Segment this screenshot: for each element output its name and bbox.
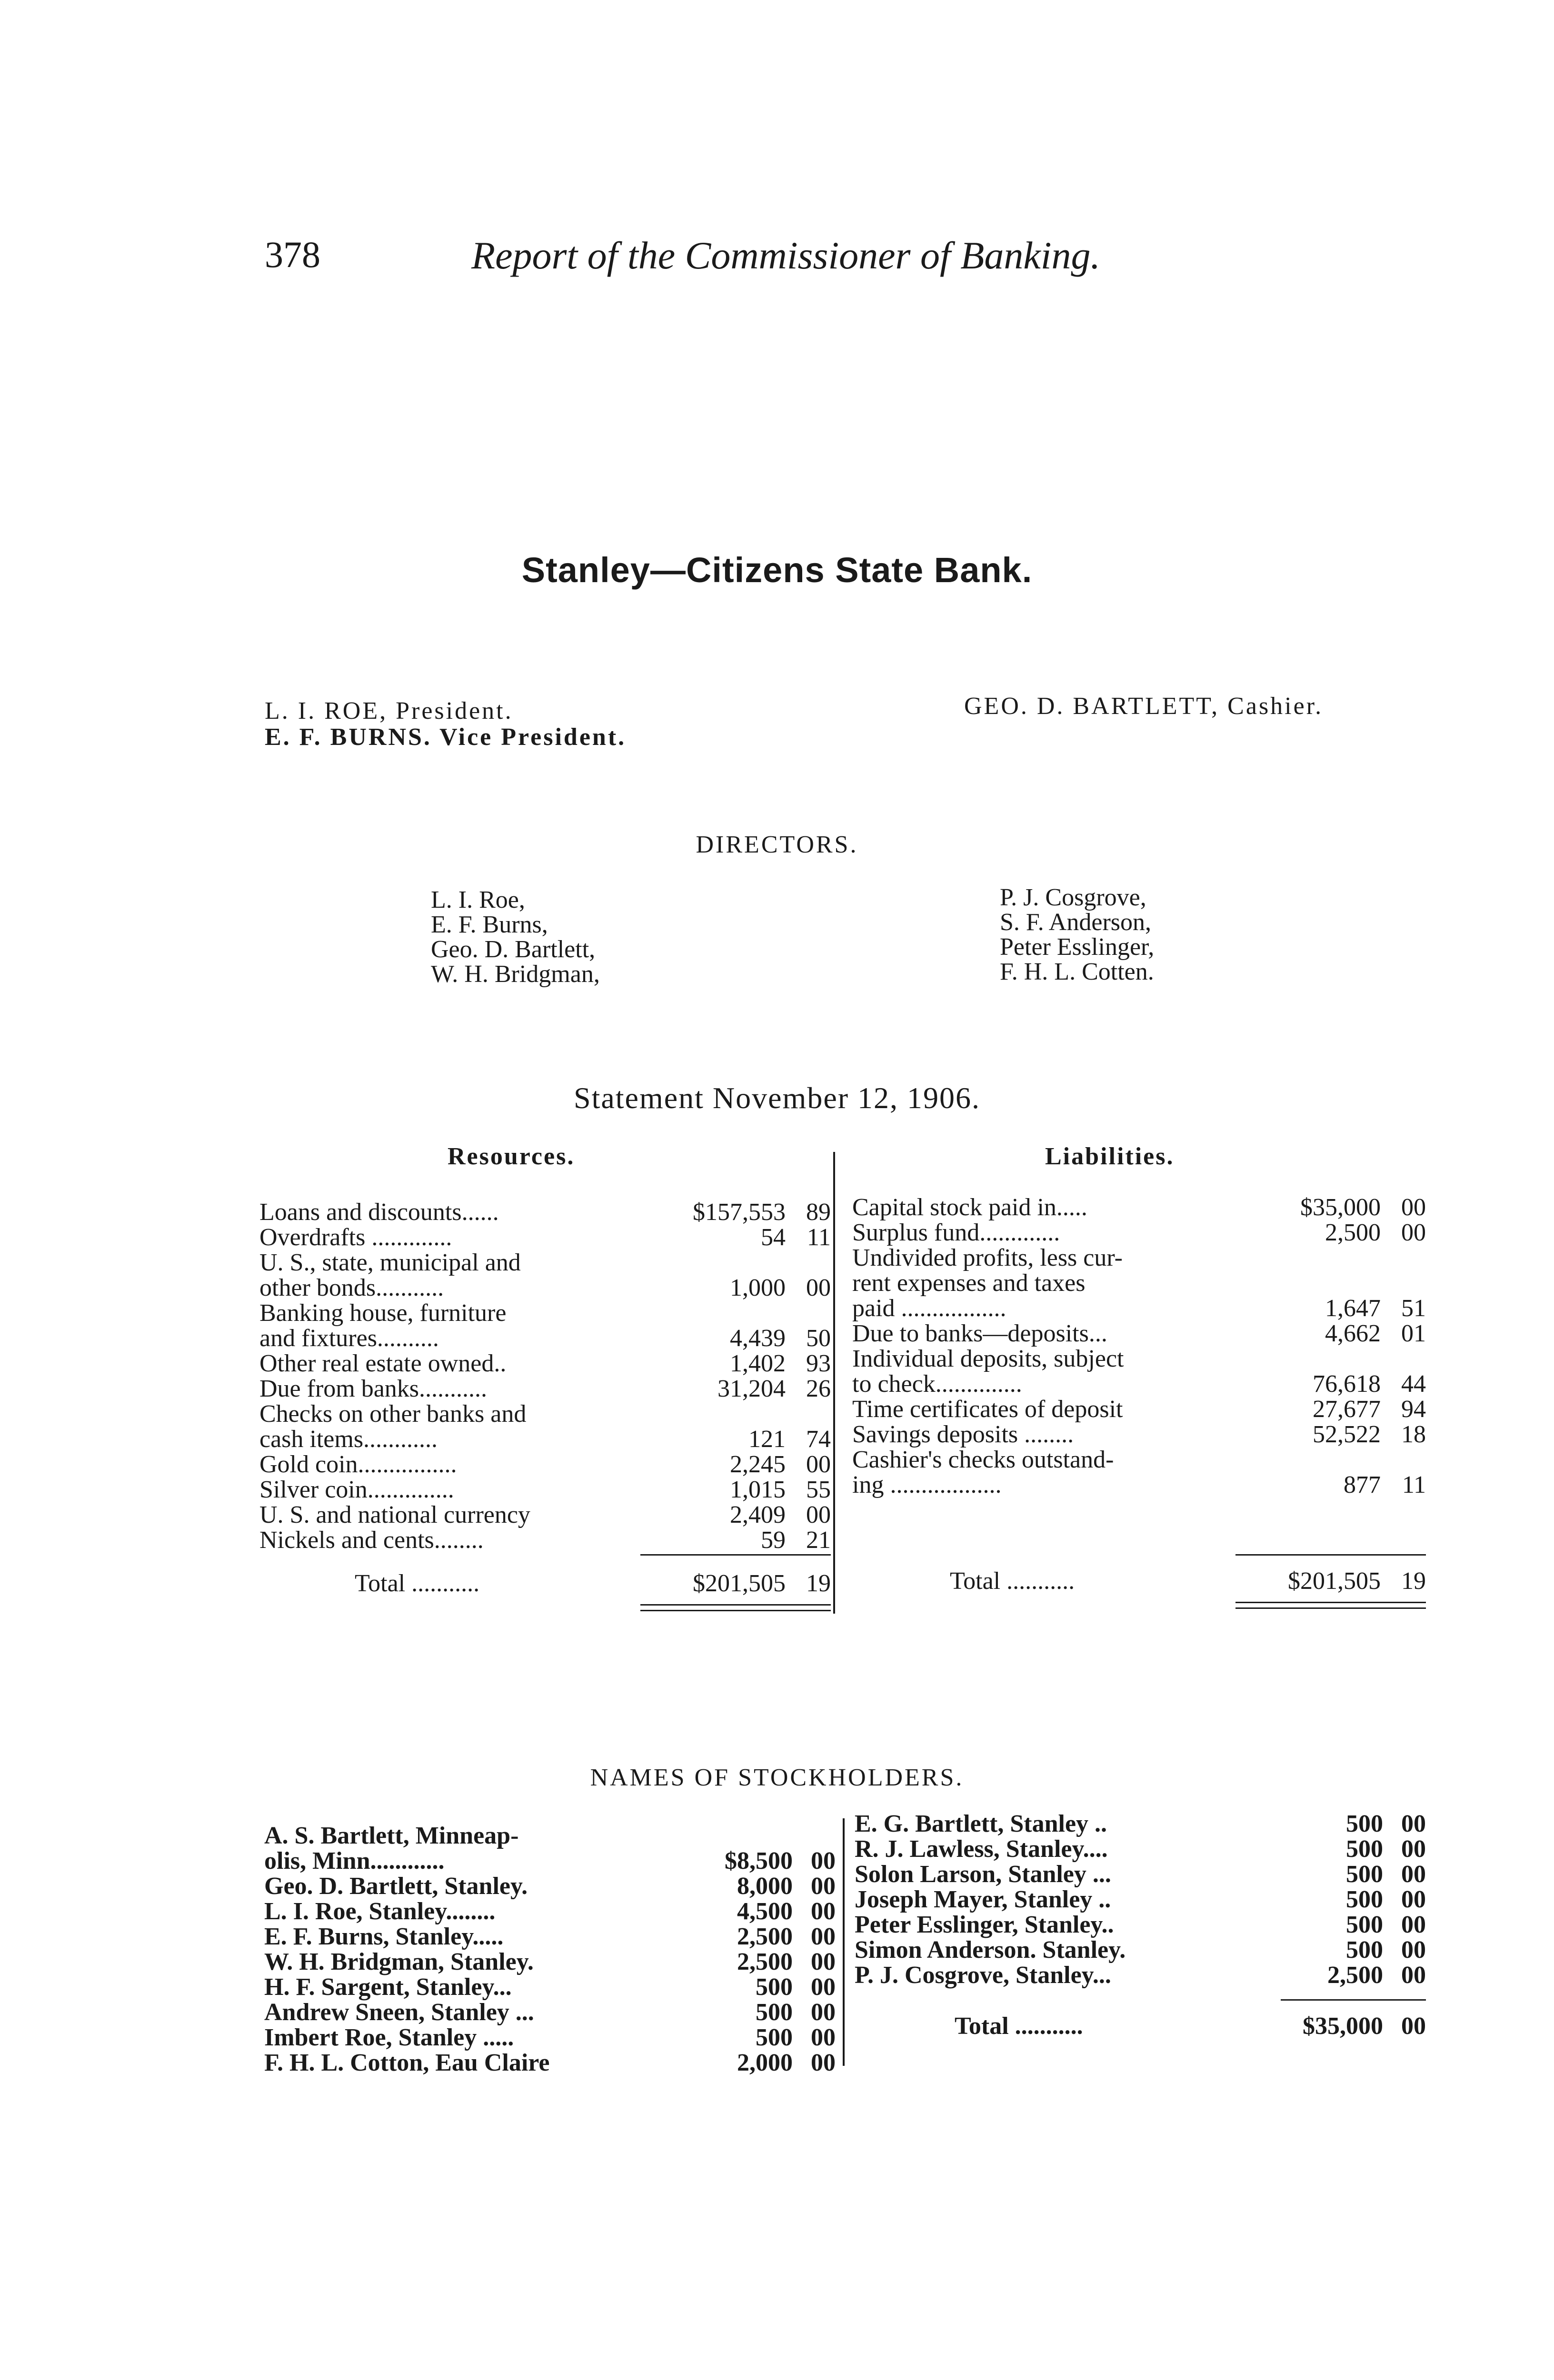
row-cents: 44	[1401, 1370, 1426, 1398]
row-amount: 500	[1346, 1911, 1383, 1938]
stockholders-divider	[843, 1818, 845, 2066]
row-cents: 00	[806, 1501, 831, 1528]
row-amount: 1,402	[730, 1350, 786, 1377]
row-cents: 00	[811, 1948, 836, 1975]
running-title: Report of the Commissioner of Banking.	[471, 234, 1101, 277]
row-amount: 1,000	[730, 1274, 786, 1301]
stockholder-row	[264, 1924, 836, 1949]
resources-heading: Resources.	[448, 1143, 575, 1170]
row-label: Solon Larson, Stanley ...	[855, 1861, 1111, 1888]
subtotal-rule	[640, 1554, 831, 1556]
row-amount: 4,439	[730, 1325, 786, 1352]
row-amount: 2,500	[737, 1923, 793, 1950]
director-name: Geo. D. Bartlett,	[431, 936, 596, 963]
total-double-rule	[1235, 1602, 1426, 1603]
row-cents: 00	[811, 1898, 836, 1925]
row-cents: 18	[1401, 1421, 1426, 1448]
stockholder-row	[855, 1836, 1426, 1862]
total-cents: 00	[1401, 2013, 1426, 2040]
stockholder-row	[855, 1887, 1426, 1912]
total-label: Total ...........	[355, 1570, 480, 1597]
directors-left-list	[431, 888, 600, 987]
row-label: Time certificates of deposit	[852, 1396, 1123, 1423]
director-name: S. F. Anderson,	[1000, 909, 1151, 936]
liabilities-heading: Liabilities.	[1045, 1143, 1175, 1170]
row-amount: 1,647	[1325, 1295, 1381, 1322]
row-label: Banking house, furniture	[259, 1299, 507, 1327]
row-label: Due to banks—deposits...	[852, 1320, 1107, 1347]
stockholder-row	[855, 1937, 1426, 1963]
row-cents: 11	[807, 1224, 831, 1251]
row-amount: 2,500	[1325, 1219, 1381, 1246]
directors-heading: DIRECTORS.	[696, 831, 858, 858]
row-cents: 00	[811, 1923, 836, 1950]
liability-row	[852, 1270, 1426, 1296]
row-label: Joseph Mayer, Stanley ..	[855, 1886, 1111, 1913]
resource-row	[259, 1376, 831, 1401]
row-label: W. H. Bridgman, Stanley.	[264, 1948, 534, 1975]
row-cents: 94	[1401, 1396, 1426, 1423]
row-label: R. J. Lawless, Stanley....	[855, 1835, 1108, 1863]
resource-row	[259, 1300, 831, 1326]
row-cents: 51	[1401, 1295, 1426, 1322]
total-cents: 19	[806, 1570, 831, 1597]
row-cents: 00	[806, 1274, 831, 1301]
director-name: E. F. Burns,	[431, 911, 548, 938]
row-label: F. H. L. Cotton, Eau Claire	[264, 2049, 550, 2076]
stockholder-row	[264, 2050, 836, 2075]
liability-row	[852, 1296, 1426, 1321]
liability-row	[852, 1422, 1426, 1447]
row-label: U. S., state, municipal and	[259, 1249, 521, 1276]
total-amount: $201,505	[1288, 1567, 1381, 1595]
row-amount: 8,000	[737, 1873, 793, 1900]
total-label: Total ...........	[950, 1567, 1075, 1595]
total-double-rule	[640, 1610, 831, 1611]
row-amount: 4,500	[737, 1898, 793, 1925]
liability-row	[852, 1447, 1426, 1472]
stockholder-row	[264, 1874, 836, 1899]
row-cents: 00	[811, 1873, 836, 1900]
row-label: Overdrafts .............	[259, 1224, 452, 1251]
resource-row	[259, 1275, 831, 1300]
row-amount: 500	[1346, 1936, 1383, 1964]
stockholder-row	[855, 1963, 1426, 1988]
row-label: Individual deposits, subject	[852, 1345, 1124, 1372]
row-amount: 31,204	[717, 1375, 786, 1402]
subtotal-rule	[1235, 1554, 1426, 1556]
officer-cashier: GEO. D. BARTLETT, Cashier.	[964, 693, 1324, 720]
row-label: other bonds...........	[259, 1274, 444, 1301]
liability-row	[852, 1472, 1426, 1497]
row-cents: 00	[1401, 1194, 1426, 1221]
row-amount: 54	[761, 1224, 786, 1251]
row-cents: 00	[1401, 1861, 1426, 1888]
total-cents: 19	[1401, 1567, 1426, 1595]
row-label: Other real estate owned..	[259, 1350, 507, 1377]
director-name: W. H. Bridgman,	[431, 961, 600, 988]
row-label: Due from banks...........	[259, 1375, 488, 1402]
resource-row	[259, 1502, 831, 1527]
row-amount: 500	[756, 1973, 793, 2001]
row-amount: 500	[1346, 1810, 1383, 1837]
director-name: P. J. Cosgrove,	[1000, 884, 1146, 911]
row-label: Peter Esslinger, Stanley..	[855, 1911, 1114, 1938]
row-label: Andrew Sneen, Stanley ...	[264, 1999, 534, 2026]
row-label: ing ..................	[852, 1471, 1002, 1498]
liability-row	[852, 1346, 1426, 1371]
stockholder-row	[264, 1899, 836, 1924]
row-amount: 4,662	[1325, 1320, 1381, 1347]
total-amount: $35,000	[1303, 2013, 1383, 2040]
row-label: Capital stock paid in.....	[852, 1194, 1087, 1221]
column-divider	[833, 1152, 835, 1614]
statement-title: Statement November 12, 1906.	[573, 1081, 981, 1115]
liability-row	[852, 1220, 1426, 1245]
row-amount: 877	[1344, 1471, 1381, 1498]
row-label: Geo. D. Bartlett, Stanley.	[264, 1873, 528, 1900]
row-cents: 00	[811, 1999, 836, 2026]
row-cents: 00	[811, 1973, 836, 2001]
total-row	[259, 1571, 831, 1599]
row-label: paid .................	[852, 1295, 1006, 1322]
total-double-rule	[1235, 1607, 1426, 1609]
resource-row	[259, 1250, 831, 1275]
stockholder-row	[855, 1811, 1426, 1836]
liability-row	[852, 1245, 1426, 1270]
row-amount: 52,522	[1313, 1421, 1381, 1448]
row-label: Nickels and cents........	[259, 1527, 484, 1554]
row-cents: 74	[806, 1426, 831, 1453]
row-amount: $35,000	[1300, 1194, 1381, 1221]
row-amount: 2,000	[737, 2049, 793, 2076]
director-name: L. I. Roe,	[431, 886, 525, 913]
row-cents: 21	[806, 1527, 831, 1554]
stockholder-row	[264, 2000, 836, 2025]
row-amount: 27,677	[1313, 1396, 1381, 1423]
stockholder-row	[264, 1949, 836, 1974]
row-label: cash items............	[259, 1426, 438, 1453]
row-label: Gold coin................	[259, 1451, 457, 1478]
liability-row	[852, 1397, 1426, 1422]
director-name: Peter Esslinger,	[1000, 933, 1155, 961]
total-rule	[1281, 1999, 1426, 2001]
director-name: F. H. L. Cotten.	[1000, 958, 1154, 985]
stockholder-row	[264, 1823, 836, 1848]
officer-president: L. I. ROE, President.	[265, 697, 513, 724]
row-label: Savings deposits ........	[852, 1421, 1074, 1448]
row-amount: 2,500	[737, 1948, 793, 1975]
stockholder-row	[264, 2025, 836, 2050]
bank-title: Stanley—Citizens State Bank.	[521, 550, 1033, 590]
liability-row	[852, 1195, 1426, 1220]
resource-row	[259, 1477, 831, 1502]
row-amount: 500	[756, 1999, 793, 2026]
stockholder-row	[264, 1974, 836, 2000]
row-label: A. S. Bartlett, Minneap-	[264, 1822, 519, 1849]
row-cents: 00	[1401, 1911, 1426, 1938]
total-label: Total ...........	[955, 2013, 1083, 2040]
row-amount: 500	[1346, 1886, 1383, 1913]
row-label: U. S. and national currency	[259, 1501, 530, 1528]
row-label: Surplus fund.............	[852, 1219, 1060, 1246]
row-cents: 00	[811, 1847, 836, 1874]
row-label: E. F. Burns, Stanley.....	[264, 1923, 504, 1950]
resource-row	[259, 1351, 831, 1376]
resource-row	[259, 1326, 831, 1351]
row-label: L. I. Roe, Stanley........	[264, 1898, 496, 1925]
row-amount: 76,618	[1313, 1370, 1381, 1398]
row-cents: 00	[811, 2024, 836, 2051]
row-amount: 500	[756, 2024, 793, 2051]
stockholder-row	[855, 1862, 1426, 1887]
row-label: Cashier's checks outstand-	[852, 1446, 1114, 1473]
row-label: rent expenses and taxes	[852, 1269, 1086, 1297]
stockholder-row	[855, 1912, 1426, 1937]
row-cents: 00	[1401, 1962, 1426, 1989]
row-cents: 00	[1401, 1810, 1426, 1837]
row-amount: 121	[748, 1426, 786, 1453]
directors-right-list	[1000, 885, 1154, 984]
row-cents: 00	[1401, 1936, 1426, 1964]
row-amount: $157,553	[693, 1199, 786, 1226]
row-label: Checks on other banks and	[259, 1400, 527, 1428]
page-number: 378	[265, 234, 320, 275]
row-cents: 00	[806, 1451, 831, 1478]
row-label: H. F. Sargent, Stanley...	[264, 1973, 512, 2001]
row-amount: 500	[1346, 1861, 1383, 1888]
row-label: Loans and discounts......	[259, 1199, 499, 1226]
row-amount: 2,245	[730, 1451, 786, 1478]
row-label: to check..............	[852, 1370, 1022, 1398]
total-amount: $201,505	[693, 1570, 786, 1597]
total-row	[855, 2013, 1426, 2042]
resource-row	[259, 1427, 831, 1452]
stockholders-heading: NAMES OF STOCKHOLDERS.	[590, 1764, 964, 1791]
row-cents: 26	[806, 1375, 831, 1402]
resource-row	[259, 1527, 831, 1553]
row-amount: 2,409	[730, 1501, 786, 1528]
row-label: Simon Anderson. Stanley.	[855, 1936, 1126, 1964]
officer-vice-president: E. F. BURNS. Vice President.	[265, 724, 627, 751]
row-cents: 55	[806, 1476, 831, 1503]
row-amount: 500	[1346, 1835, 1383, 1863]
row-amount: 59	[761, 1527, 786, 1554]
resource-row	[259, 1200, 831, 1225]
row-cents: 50	[806, 1325, 831, 1352]
liability-row	[852, 1321, 1426, 1346]
row-cents: 11	[1402, 1471, 1426, 1498]
resource-row	[259, 1401, 831, 1427]
row-label: Imbert Roe, Stanley .....	[264, 2024, 514, 2051]
row-label: E. G. Bartlett, Stanley ..	[855, 1810, 1107, 1837]
stockholder-row	[264, 1848, 836, 1874]
row-cents: 00	[1401, 1835, 1426, 1863]
row-label: P. J. Cosgrove, Stanley...	[855, 1962, 1111, 1989]
row-cents: 01	[1401, 1320, 1426, 1347]
row-label: Undivided profits, less cur-	[852, 1244, 1123, 1271]
resource-row	[259, 1452, 831, 1477]
row-cents: 89	[806, 1199, 831, 1226]
row-cents: 00	[1401, 1886, 1426, 1913]
row-label: Silver coin..............	[259, 1476, 454, 1503]
row-label: and fixtures..........	[259, 1325, 439, 1352]
total-row	[852, 1568, 1426, 1597]
liability-row	[852, 1371, 1426, 1397]
row-cents: 93	[806, 1350, 831, 1377]
row-amount: 1,015	[730, 1476, 786, 1503]
row-cents: 00	[1401, 1219, 1426, 1246]
row-cents: 00	[811, 2049, 836, 2076]
row-amount: $8,500	[725, 1847, 793, 1874]
row-label: olis, Minn............	[264, 1847, 445, 1874]
resource-row	[259, 1225, 831, 1250]
total-double-rule	[640, 1604, 831, 1606]
row-amount: 2,500	[1327, 1962, 1383, 1989]
